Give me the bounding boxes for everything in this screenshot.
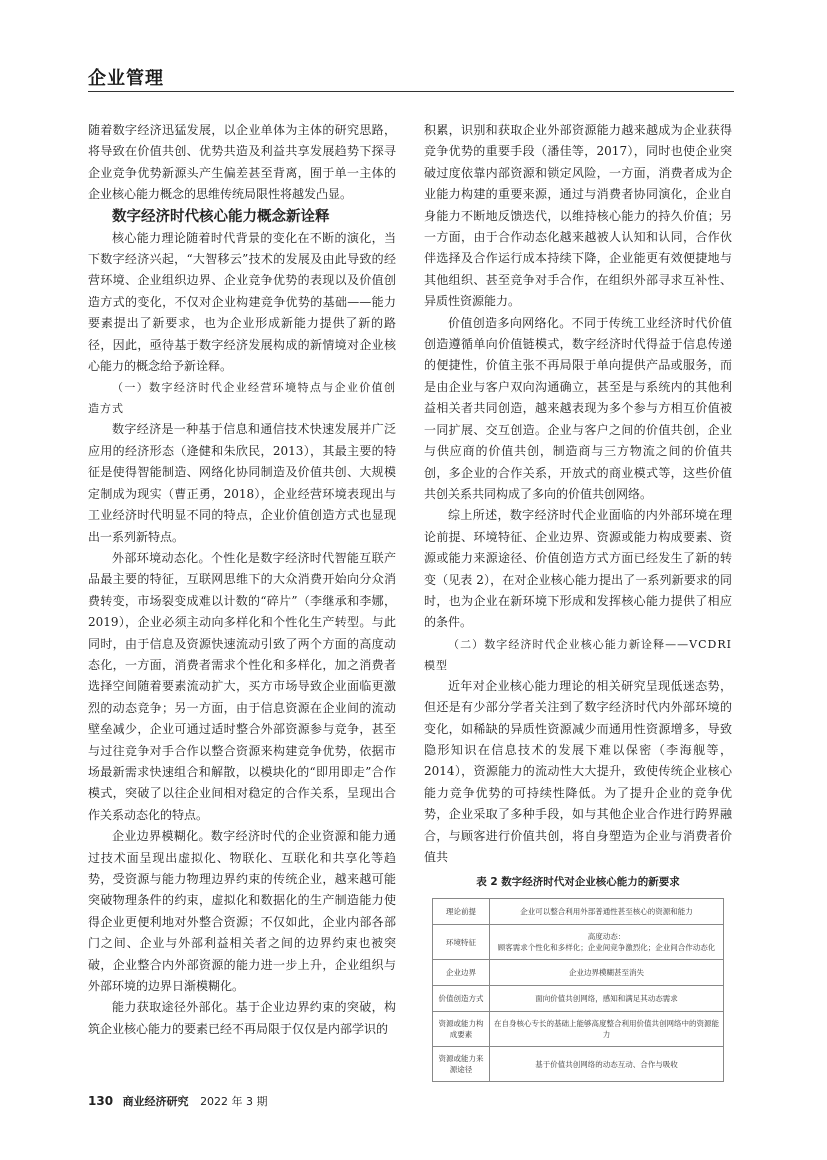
- table-key-cell: 环境特征: [433, 925, 490, 960]
- table-key-cell: 企业边界: [433, 960, 490, 986]
- table-row: [433, 1047, 724, 1082]
- table-value-cell: 在自身核心专长的基础上能够高度整合利用价值共创网络中的资源能力: [490, 1012, 724, 1047]
- paragraph: 企业边界模糊化。数字经济时代的企业资源和能力通过技术面呈现出虚拟化、物联化、互联化和共享化等趋势，受资源与能力物理边界约束的传统企业，越来越可能突破物理条件的约束，虚拟化和数据化的生产制造能力使得企业更便利地对外整合资源；不仅如此，企业内部各部门之间、企业与外部利益相关者之间的边界约束也被突破，企业整合内外部资源的能力进一步上升，企业组织与外部环境的边界日渐模糊化。: [88, 829, 396, 994]
- section-header: 企业管理: [88, 68, 164, 89]
- table-key-cell: 理论前提: [433, 899, 490, 925]
- table-row: [433, 925, 724, 960]
- table-value-cell: 基于价值共创网络的动态互动、合作与吸收: [490, 1047, 724, 1082]
- table-key-cell: 资源或能力构成要素: [433, 1012, 490, 1047]
- table-row: [433, 986, 724, 1012]
- right-column: [424, 120, 732, 1082]
- intro-paragraph: 随着数字经济迅猛发展，以企业单体为主体的研究思路，将导致在价值共创、优势共造及利益共享发展趋势下探寻企业竞争优势新源头产生偏差甚至背离，囿于单一主体的企业核心能力概念的思维传统局限性将越发凸显。: [88, 123, 396, 202]
- table-row: [433, 899, 724, 925]
- table-value-cell: 企业可以整合利用外部普通性甚至核心的资源和能力: [490, 899, 724, 925]
- subsection-title: （一）数字经济时代企业经营环境特点与企业价值创造方式: [88, 381, 396, 416]
- paragraph: 数字经济是一种基于信息和通信技术快速发展并广泛应用的经济形态（逄健和朱欣民，2013），其最主要的特征是使得智能制造、网络化协同制造及价值共创、大规模定制成为现实（曹正勇，2018），企业经营环境表现出与工业经济时代明显不同的特点，企业价值创造方式也显现出一系列新特点。: [88, 422, 396, 544]
- header-rule: [88, 91, 734, 92]
- table-key-cell: 价值创造方式: [433, 986, 490, 1012]
- table-row: [433, 960, 724, 986]
- journal-name: 商业经济研究: [122, 1095, 189, 1108]
- table-value-cell: 高度动态： 顾客需求个性化和多样化；企业间竞争激烈化；企业间合作动态化: [490, 925, 724, 960]
- table-key-cell: 资源或能力来源途径: [433, 1047, 490, 1082]
- paragraph: 核心能力理论随着时代背景的变化在不断的演化，当下数字经济兴起，“大智移云”技术的发展及由此导致的经营环境、企业组织边界、企业竞争优势的表现以及价值创造方式的变化，不仅对企业构建竞争优势的基础——能力要素提出了新要求，也为企业形成新能力提供了新的路径，因此，亟待基于数字经济发展构成的新情境对企业核心能力的概念给予新诠释。: [88, 230, 396, 374]
- paragraph: 近年对企业核心能力理论的相关研究呈现低迷态势，但还是有少部分学者关注到了数字经济时代内外部环境的变化，如稀缺的异质性资源减少而通用性资源增多，导致隐形知识在信息技术的发展下难以保密（李海舰等，2014），资源能力的流动性大大提升，致使传统企业核心能力竞争优势的可持续性降低。为了提升企业的竞争优势，企业采取了多种手段，如与其他企业合作进行跨界融合，与顾客进行价值共创，将自身塑造为企业与消费者价值共: [424, 678, 732, 864]
- table-value-cell: 企业边界模糊甚至消失: [490, 960, 724, 986]
- table-value-cell: 面向价值共创网络，感知和满足其动态需求: [490, 986, 724, 1012]
- paragraph: 能力获取途径外部化。基于企业边界约束的突破，构筑企业核心能力的要素已经不再局限于仅仅是内部学识的: [88, 1000, 396, 1036]
- issue-label: 2022 年 3 期: [200, 1095, 268, 1108]
- requirements-table: [432, 898, 724, 1082]
- page-footer: [88, 1093, 268, 1109]
- left-column: [88, 120, 396, 1040]
- subsection-title: （二）数字经济时代企业核心能力新诠释——VCDRI模型: [424, 637, 732, 672]
- paragraph: 综上所述，数字经济时代企业面临的内外部环境在理论前提、环境特征、企业边界、资源或能力构成要素、资源或能力来源途径、价值创造方式方面已经发生了新的转变（见表 2），在对企业核心能力提出了一系列新要求的同时，也为企业在新环境下形成和发挥核心能力提供了相应的条件。: [424, 508, 732, 630]
- paragraph: 价值创造多向网络化。不同于传统工业经济时代价值创造遵循单向价值链模式，数字经济时代得益于信息传递的便捷性，价值主张不再局限于单向提供产品或服务，而是由企业与客户双向沟通确立，甚至是与系统内的其他利益相关者共同创造，越来越表现为多个参与方相互价值被一同扩展、交互创造。企业与客户之间的价值共创，企业与供应商的价值共创，制造商与三方物流之间的价值共创，多企业的合作关系，开放式的商业模式等，这些价值共创关系共同构成了多向的价值共创网络。: [424, 315, 732, 501]
- table-row: [433, 1012, 724, 1047]
- paragraph: 积累，识别和获取企业外部资源能力越来越成为企业获得竞争优势的重要手段（潘佳等，2017），同时也使企业突破过度依靠内部资源和锁定风险，一方面，消费者成为企业能力构建的重要来源，通过与消费者协同演化，企业自身能力不断地反馈迭代，以维持核心能力的持久价值；另一方面，由于合作动态化越来越被人认知和认同，合作伙伴选择及合作运行成本持续下降，企业能更有效便捷地与其他组织、甚至竞争对手合作，在组织外部寻求互补性、异质性资源能力。: [424, 123, 732, 309]
- paragraph: 外部环境动态化。个性化是数字经济时代智能互联产品最主要的特征，互联网思维下的大众消费开始向分众消费转变，市场裂变成难以计数的“碎片”（李继承和李娜，2019），企业必须主动向多样化和个性化生产转型。与此同时，由于信息及资源快速流动引致了两个方面的高度动态化，一方面，消费者需求个性化和多样化，加之消费者选择空间随着要素流动扩大，买方市场导致企业面临更激烈的动态竞争；另一方面，由于信息资源在企业间的流动壁垒减少，企业可通过适时整合外部资源参与竞争，甚至与过往竞争对手合作以整合资源来构建竞争优势，依据市场最新需求快速组合和解散，以模块化的“即用即走”合作模式，突破了以往企业间相对稳定的合作关系，呈现出合作关系动态化的特点。: [88, 550, 396, 822]
- table-caption: 表 2 数字经济时代对企业核心能力的新要求: [476, 876, 680, 889]
- section-title: 数字经济时代核心能力概念新诠释: [112, 208, 330, 225]
- page-number: 130: [88, 1094, 114, 1108]
